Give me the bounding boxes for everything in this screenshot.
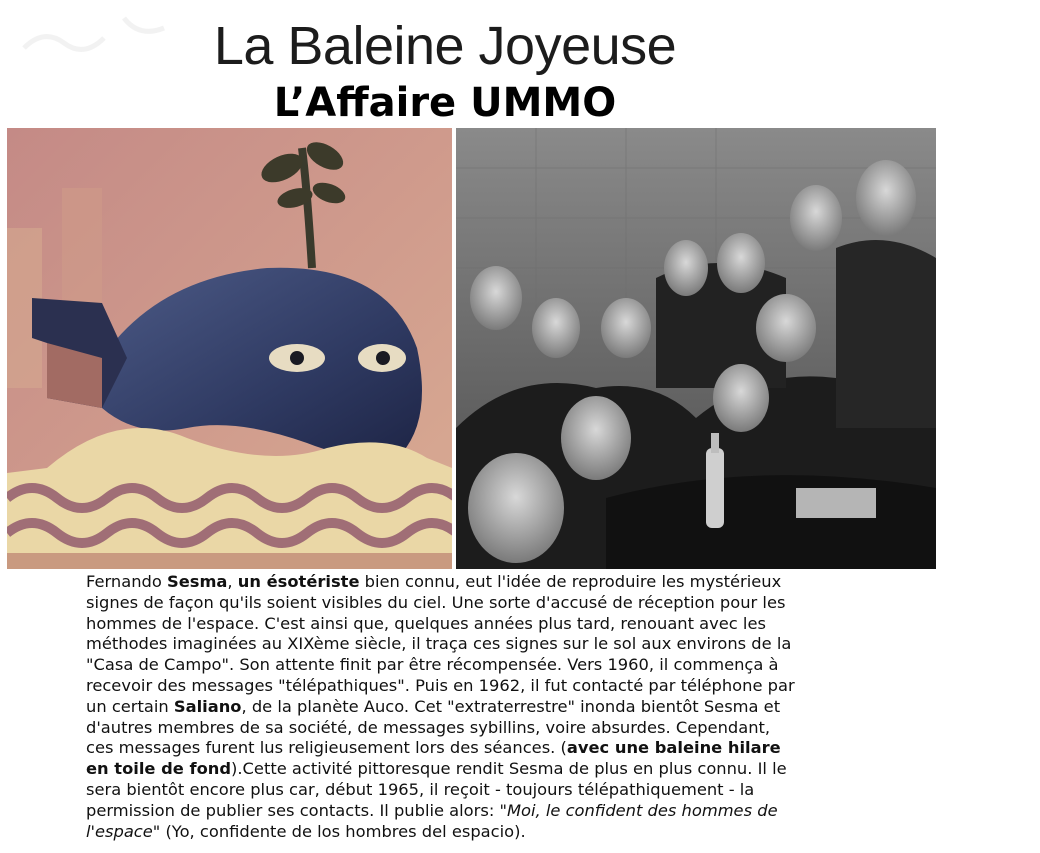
text-run: recevoir des messages "télépathiques". Puis en 1962, il fut contacté par téléphone par xyxy=(86,675,795,695)
article-line xyxy=(86,614,886,635)
article-line xyxy=(86,801,886,822)
article-line xyxy=(86,634,886,655)
page-subtitle: L’Affaire UMMO xyxy=(273,80,617,126)
article-line xyxy=(86,593,886,614)
article-line xyxy=(86,676,886,697)
whale-painting-image xyxy=(7,128,452,569)
article-line xyxy=(86,822,886,843)
bold-text: Sesma xyxy=(166,572,228,591)
text-run: signes de façon qu'ils soient visibles du ciel. Une sorte d'accusé de réception pour les xyxy=(86,592,786,612)
text-run: bien connu, eut l'idée de reproduire les mystérieux xyxy=(359,572,782,591)
text-run: , de la planète Auco. Cet "extraterrestre" inonda bientôt Sesma et xyxy=(241,696,781,716)
bold-text: Saliano xyxy=(173,696,242,716)
article-line xyxy=(86,718,886,739)
group-photo-illustration xyxy=(456,128,936,569)
text-run: un certain xyxy=(86,696,174,716)
text-run: "Casa de Campo". Son attente finit par être récompensée. Vers 1960, il commença à xyxy=(86,655,779,675)
text-run: méthodes imaginées au XIXème siècle, il traça ces signes sur le sol aux environs de la xyxy=(86,634,792,654)
text-run: sera bientôt encore plus car, début 1965, il reçoit - toujours télépathiquement - la xyxy=(86,779,755,799)
article-line xyxy=(86,697,886,718)
italic-text: l'espace" xyxy=(86,821,161,841)
italic-text: "Moi, le confident des hommes de xyxy=(499,800,778,820)
text-run: d'autres membres de sa société, de messages sybillins, voire absurdes. Cependant, xyxy=(86,717,771,737)
text-run: Fernando xyxy=(86,572,167,591)
text-run: hommes de l'espace. C'est ainsi que, quelques années plus tard, renouant avec les xyxy=(86,613,766,633)
text-run: , xyxy=(227,572,238,591)
article-line xyxy=(86,655,886,676)
bold-text: en toile de fond xyxy=(86,759,232,779)
text-run: ces messages furent lus religieusement lors des séances. ( xyxy=(86,738,567,758)
article-line xyxy=(86,572,886,593)
text-run: permission de publier ses contacts. Il publie alors: xyxy=(86,800,500,820)
whale-painting-illustration xyxy=(7,128,452,569)
text-run: (Yo, confidente de los hombres del espacio). xyxy=(160,821,526,841)
article-line xyxy=(86,780,886,801)
bold-text: un ésotériste xyxy=(237,572,360,591)
text-run: ).Cette activité pittoresque rendit Sesma de plus en plus connu. Il le xyxy=(231,759,787,779)
page-title: La Baleine Joyeuse xyxy=(213,16,677,76)
article-line xyxy=(86,738,886,759)
article-line xyxy=(86,759,886,780)
bold-text: avec une baleine hilare xyxy=(566,738,781,758)
group-photo-image xyxy=(456,128,936,569)
article-body xyxy=(86,572,886,842)
